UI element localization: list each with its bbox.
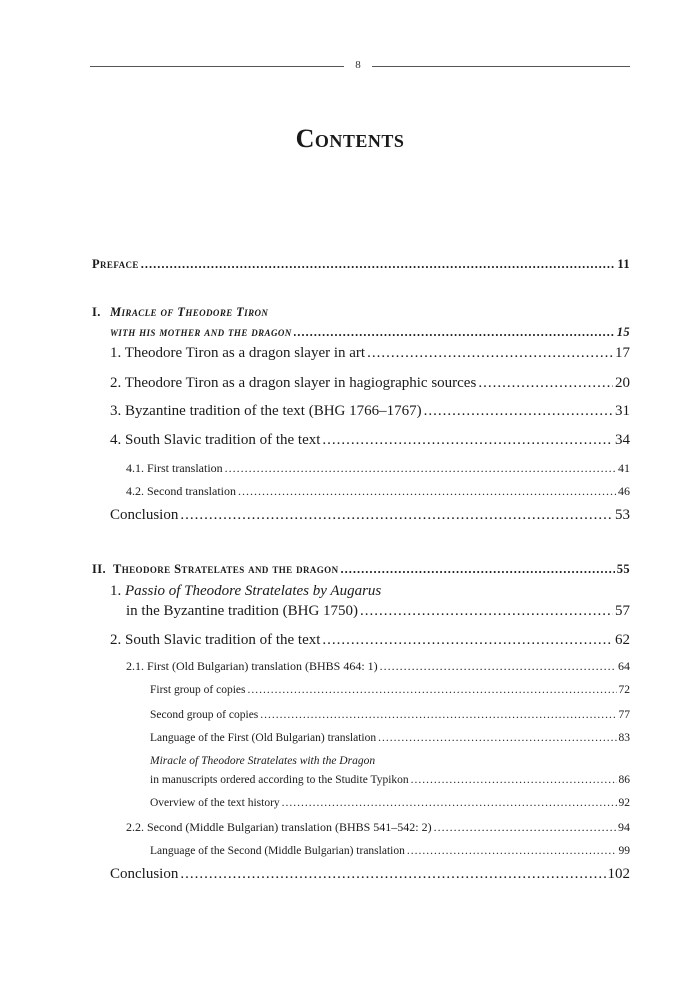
toc-leader xyxy=(411,774,617,786)
toc-leader xyxy=(225,461,616,476)
toc-entry[interactable] xyxy=(126,659,630,674)
toc-entry-part1[interactable] xyxy=(110,325,630,340)
toc-label: Conclusion xyxy=(110,866,179,882)
toc-label: 4. South Slavic tradition of the text xyxy=(110,432,321,448)
toc-entry[interactable] xyxy=(126,603,630,620)
toc-page: 57 xyxy=(615,603,630,619)
toc-page: 86 xyxy=(618,774,630,786)
toc-entry-conclusion[interactable] xyxy=(110,866,630,883)
toc-entry[interactable] xyxy=(126,484,630,499)
toc-entry[interactable] xyxy=(110,345,630,362)
toc-page: 46 xyxy=(618,484,630,498)
toc-page: 20 xyxy=(615,375,630,391)
toc-entry[interactable] xyxy=(150,845,630,857)
toc-leader xyxy=(380,659,616,674)
toc-leader xyxy=(180,866,605,883)
toc-label: Language of the First (Old Bulgarian) translation xyxy=(150,732,377,744)
toc-label: 4.1. First translation xyxy=(126,461,223,475)
toc-entry[interactable] xyxy=(150,732,630,744)
toc-leader xyxy=(360,603,613,620)
toc-page: 83 xyxy=(618,732,630,744)
toc-entry-line: Miracle of Theodore Stratelates with the Dragon xyxy=(150,755,376,767)
toc-label: 2.1. First (Old Bulgarian) translation (BHBS 464: 1) xyxy=(126,659,378,673)
toc-entry-preface[interactable] xyxy=(92,257,630,272)
toc-page: 94 xyxy=(618,820,630,834)
toc-leader xyxy=(141,257,616,272)
toc-label: 2.2. Second (Middle Bulgarian) translation (BHBS 541–542: 2) xyxy=(126,820,432,834)
toc-leader xyxy=(180,507,613,524)
toc-leader xyxy=(424,403,613,420)
toc-entry[interactable] xyxy=(150,797,630,809)
toc-page: 99 xyxy=(618,845,630,857)
toc-label: with his mother and the dragon xyxy=(110,325,292,339)
toc-page: 92 xyxy=(618,797,630,809)
toc-leader xyxy=(238,484,616,499)
toc-leader xyxy=(434,820,616,835)
toc-entry-part2[interactable] xyxy=(113,562,630,577)
toc-leader xyxy=(322,632,613,649)
toc-leader xyxy=(478,375,613,392)
toc-label: 4.2. Second translation xyxy=(126,484,236,498)
toc-label: Theodore Stratelates and the dragon xyxy=(113,562,339,576)
toc-label: Conclusion xyxy=(110,507,179,523)
toc-leader xyxy=(378,732,616,744)
toc-page: 64 xyxy=(618,659,630,673)
toc-page: 77 xyxy=(618,709,630,721)
toc-leader xyxy=(322,432,613,449)
toc-prefix: 1. xyxy=(110,583,125,599)
toc-label: First group of copies xyxy=(150,684,246,696)
toc-page: 11 xyxy=(617,257,630,271)
page-number: 8 xyxy=(355,59,361,71)
toc-label: 2. South Slavic tradition of the text xyxy=(110,632,321,648)
toc-page: 53 xyxy=(615,507,630,523)
toc-page: 41 xyxy=(618,461,630,475)
toc-entry-line xyxy=(110,583,381,600)
toc-label: 3. Byzantine tradition of the text (BHG 1766–1767) xyxy=(110,403,422,419)
page-title: Contents xyxy=(295,124,405,153)
toc-label: in the Byzantine tradition (BHG 1750) xyxy=(126,603,359,619)
toc-entry[interactable] xyxy=(150,774,630,786)
toc-leader xyxy=(260,709,616,721)
toc-leader xyxy=(282,797,617,809)
toc-page: 62 xyxy=(615,632,630,648)
toc-entry[interactable] xyxy=(126,820,630,835)
part1-title-line1: Miracle of Theodore Tiron xyxy=(110,305,269,319)
toc-entry[interactable] xyxy=(150,709,630,721)
toc-page: 55 xyxy=(616,562,630,576)
toc-leader xyxy=(367,345,613,362)
toc-label: Second group of copies xyxy=(150,709,259,721)
toc-label: 1. Theodore Tiron as a dragon slayer in art xyxy=(110,345,366,361)
toc-entry[interactable] xyxy=(110,403,630,420)
header-rule-right xyxy=(372,66,630,67)
toc-label: Language of the Second (Middle Bulgarian) translation xyxy=(150,845,405,857)
toc-label: Overview of the text history xyxy=(150,797,280,809)
toc-entry[interactable] xyxy=(150,684,630,696)
toc-page: 17 xyxy=(615,345,630,361)
toc-leader xyxy=(407,845,617,857)
toc-entry[interactable] xyxy=(110,432,630,449)
part1-numeral: I. xyxy=(92,305,101,319)
toc-label: Preface xyxy=(92,257,139,271)
toc-page: 72 xyxy=(618,684,630,696)
toc-entry[interactable] xyxy=(110,632,630,649)
toc-italic-title: Passio of Theodore Stratelates by Augarus xyxy=(125,583,382,599)
toc-leader xyxy=(248,684,617,696)
toc-entry-conclusion[interactable] xyxy=(110,507,630,524)
header-rule-left xyxy=(90,66,344,67)
toc-page: 102 xyxy=(607,866,630,882)
toc-entry[interactable] xyxy=(126,461,630,476)
toc-entry[interactable] xyxy=(110,375,630,392)
toc-page: 15 xyxy=(616,325,630,339)
toc-leader xyxy=(341,562,615,577)
toc-page: 34 xyxy=(615,432,630,448)
toc-label: in manuscripts ordered according to the Studite Typikon xyxy=(150,774,409,786)
toc-page: 31 xyxy=(615,403,630,419)
part2-numeral: II. xyxy=(92,562,107,576)
toc-leader xyxy=(294,325,615,340)
toc-label: 2. Theodore Tiron as a dragon slayer in hagiographic sources xyxy=(110,375,477,391)
